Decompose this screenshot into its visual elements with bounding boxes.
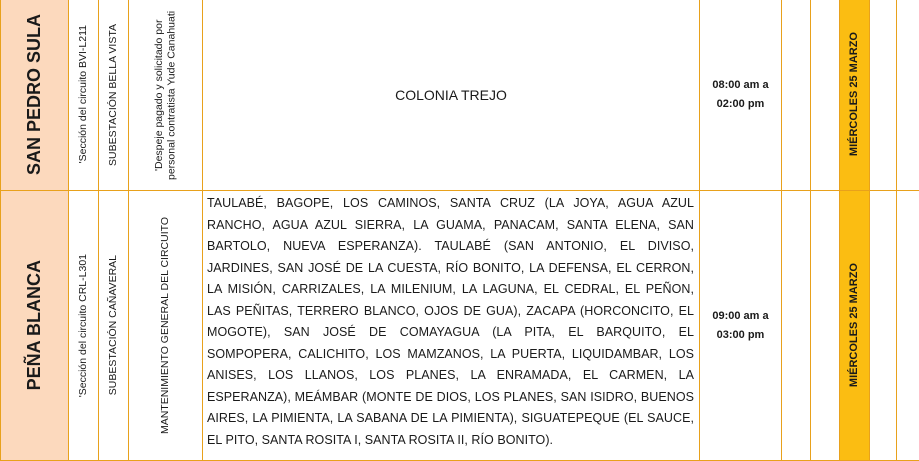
fecha-label: MIÉRCOLES 25 MARZO [848,263,861,387]
colonias-text: TAULABÉ, BAGOPE, LOS CAMINOS, SANTA CRUZ (LA JOYA, AGUA AZUL RANCHO, AGUA AZUL SIERRA, LA GUAMA, PANACAM, SANTA ELENA, SAN BARTOLO, NUEVA ESPERANZA). TAULABÉ (SAN ANTONIO, EL DIVISO, JARDINES, SAN JOSÉ DE LA CUESTA, RÍO BONITO, LA DEFENSA, EL CERRON, LA MISIÓN, CARRIZALES, LA MILENIUM, LA LAGUNA, EL CEDRAL, EL PEÑON, LAS PEÑITAS, TERRERO BLANCO, OJOS DE GUA), ZACAPA (HORCONCITO, EL MOGOTE), SAN JOSÉ DE COMAYAGUA (LA PITA, EL BARQUITO, EL SOMPOPERA, CALICHITO, LOS MAMZANOS, LA PUERTA, LIQUIDAMBAR, LOS ANISES, LOS LLANOS, LOS PLANES, LA ENRAMADA, EL CARMEN, LA ESPERANZA), MEÁMBAR (MONTE DE DIOS, LOS PLANES, SAN ISIDRO, BUENOS AIRES, LA PIMIENTA, LA SABANA DE LA PIMIENTA), SIGUATEPEQUE (EL SAUCE, EL PITO, SANTA ROSITA I, SANTA ROSITA II, RÍO BONITO). [207,193,694,451]
municipio-label: PEÑA BLANCA [24,260,46,390]
circuito-cell [69,191,99,461]
fecha-cell [840,0,870,191]
motivo-label: MANTENIMIENTO GENERAL DEL CIRCUITO [159,217,172,434]
horario-cell [700,191,782,461]
subestacion-label: SUBESTACIÓN BELLA VISTA [107,24,120,166]
hora-inicio: 08:00 am a [700,76,781,95]
table-row [1,191,919,461]
colonias-text: COLONIA TREJO [395,87,507,103]
colonias-cell [203,191,700,461]
horario-cell [700,0,782,191]
circuito-label: 'Sección del circuito BVI-L211 [77,25,90,163]
colonias-cell [203,0,700,191]
motivo-label: 'Despeje pagado y solicitado por personal contratista Yude Canahuati [153,6,178,184]
empty-cell [811,191,840,461]
circuito-label: 'Sección del circuito CRL-L301 [77,254,90,397]
table-row [1,0,919,191]
motivo-cell [129,0,203,191]
fecha-cell [840,191,870,461]
subestacion-cell [99,0,129,191]
empty-cell [782,191,811,461]
municipio-cell [1,191,69,461]
fecha-label: MIÉRCOLES 25 MARZO [848,32,861,156]
circuito-cell [69,0,99,191]
empty-cell [870,0,897,191]
hora-inicio: 09:00 am a [700,307,781,326]
hora-fin: 02:00 pm [700,95,781,114]
motivo-cell [129,191,203,461]
empty-cell [870,191,897,461]
subestacion-label: SUBESTACIÓN CAÑAVERAL [107,255,120,395]
municipio-cell [1,0,69,191]
empty-cell [897,191,919,461]
subestacion-cell [99,191,129,461]
hora-fin: 03:00 pm [700,326,781,345]
empty-cell [782,0,811,191]
municipio-label: SAN PEDRO SULA [24,14,46,175]
empty-cell [811,0,840,191]
empty-cell [897,0,919,191]
